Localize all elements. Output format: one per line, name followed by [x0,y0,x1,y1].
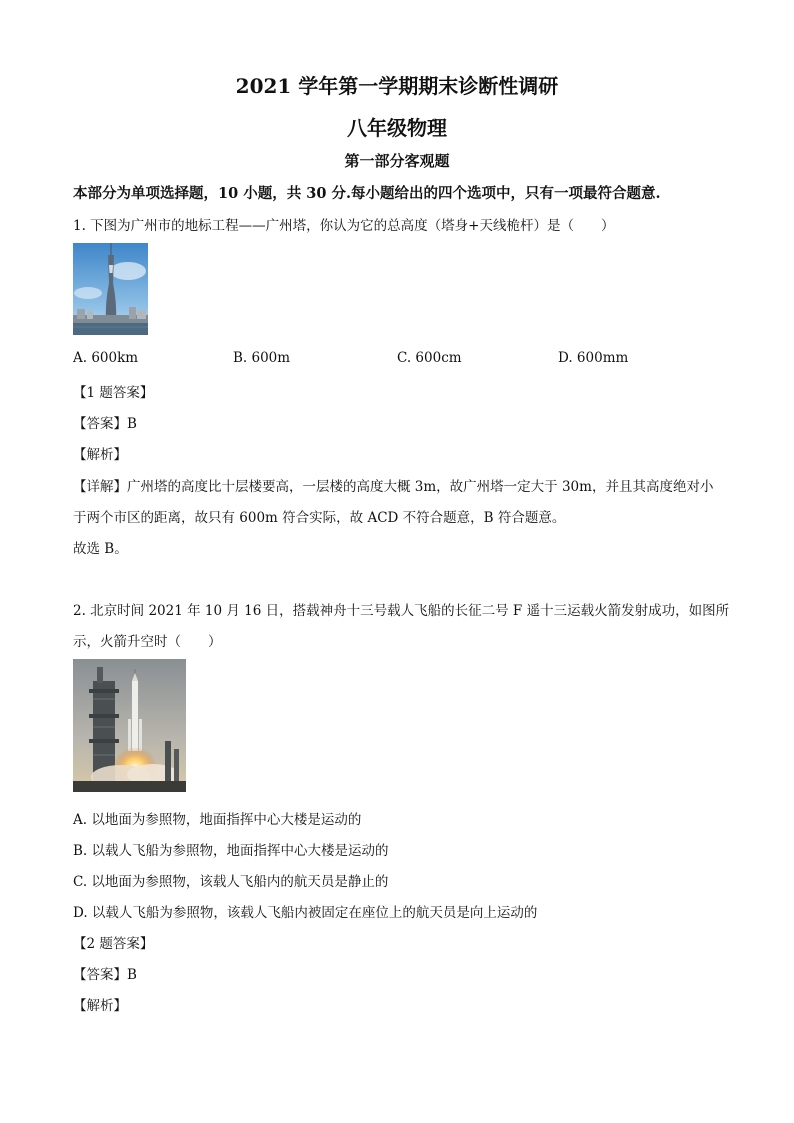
canton-tower-photo [73,243,148,335]
q1-option-c: C. 600cm [397,350,462,366]
document-title: 2021 学年第一学期期末诊断性调研 [235,74,559,98]
q1-option-d: D. 600mm [558,350,629,366]
q2-option-a: A. 以地面为参照物，地面指挥中心大楼是运动的 [73,812,362,828]
document-subtitle: 八年级物理 [347,116,447,140]
q2-option-d: D. 以载人飞船为参照物，该载人飞船内被固定在座位上的航天员是向上运动的 [73,905,538,921]
q1-conclusion: 故选 B。 [73,541,128,557]
q1-option-b: B. 600m [233,350,291,366]
q2-stem-line-2: 示，火箭升空时（ ） [73,634,222,650]
q1-analysis-heading: 【解析】 [73,447,127,463]
q2-analysis-heading: 【解析】 [73,998,127,1014]
section-heading: 第一部分客观题 [344,152,450,170]
q1-option-a: A. 600km [73,350,139,366]
rocket-launch-photo [73,659,186,792]
section-instructions: 本部分为单项选择题，10 小题，共 30 分.每小题给出的四个选项中，只有一项最符合题意. [73,185,661,202]
q2-option-c: C. 以地面为参照物，该载人飞船内的航天员是静止的 [73,874,389,890]
q2-answer-heading: 【2 题答案】 [73,936,154,952]
q1-detail-line-2: 于两个市区的距离，故只有 600m 符合实际，故 ACD 不符合题意，B 符合题意。 [73,510,566,526]
q2-option-b: B. 以载人飞船为参照物，地面指挥中心大楼是运动的 [73,843,389,859]
q1-answer-heading: 【1 题答案】 [73,385,154,401]
q2-answer: 【答案】B [73,967,137,983]
q1-answer: 【答案】B [73,416,137,432]
q1-detail-line-1: 【详解】广州塔的高度比十层楼要高，一层楼的高度大概 3m，故广州塔一定大于 30m，并且其高度绝对小 [73,479,714,495]
q1-stem: 1. 下图为广州市的地标工程——广州塔，你认为它的总高度（塔身+天线桅杆）是（ ） [73,218,615,234]
q2-stem-line-1: 2. 北京时间 2021 年 10 月 16 日，搭载神舟十三号载人飞船的长征二号 F 遥十三运载火箭发射成功，如图所 [73,603,730,619]
